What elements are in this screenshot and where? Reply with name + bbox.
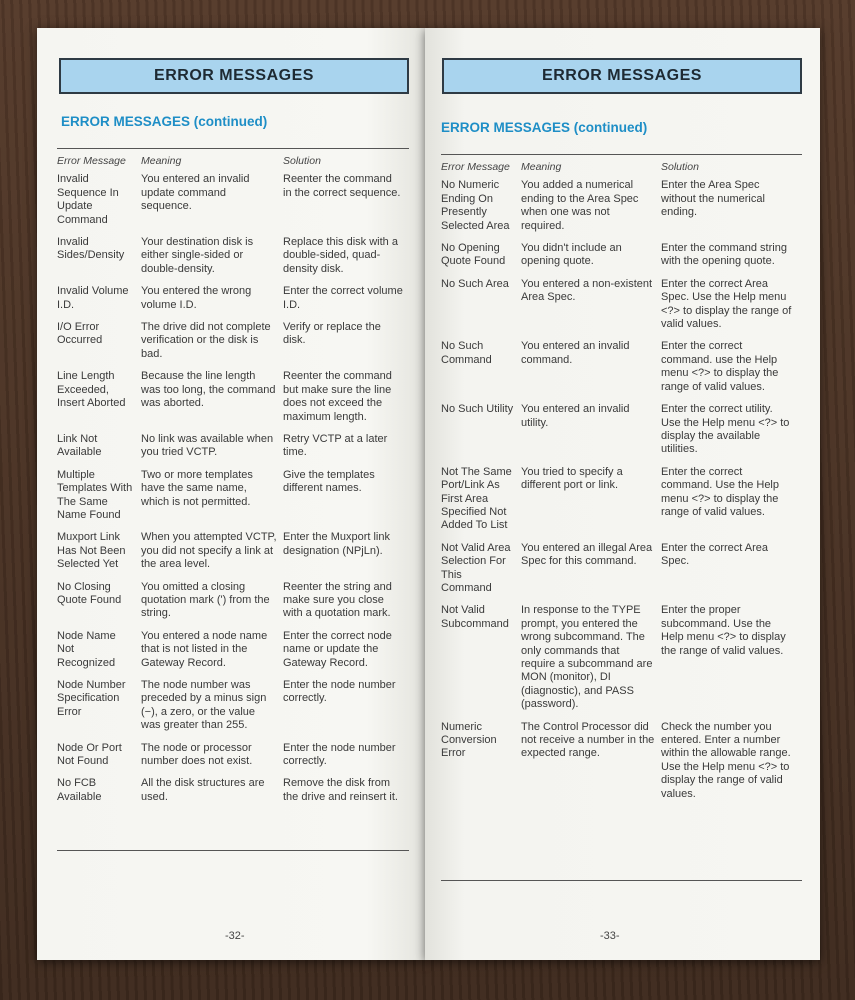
solution-cell: Check the number you entered. Enter a number within the allowable range. Use the Help menu <?> to display the range of valid values. bbox=[661, 720, 791, 800]
table-row bbox=[441, 340, 801, 403]
error-message-cell: Invalid Sides/Density bbox=[57, 236, 125, 262]
error-message-cell: No Such Command bbox=[441, 340, 492, 366]
error-message-cell: Numeric Conversion Error bbox=[441, 720, 497, 760]
error-message-cell: Link Not Available bbox=[57, 432, 102, 459]
table-body bbox=[441, 179, 801, 810]
solution-cell: Enter the proper subcommand. Use the Help menu <?> to display the range of valid values. bbox=[661, 604, 786, 657]
table-row bbox=[57, 370, 409, 433]
error-message-cell: Not Valid Area Selection For This Command bbox=[441, 541, 511, 594]
table-row bbox=[441, 721, 801, 810]
column-header-meaning: Meaning bbox=[141, 155, 182, 167]
error-message-cell: Node Number Specification Error bbox=[57, 679, 126, 718]
table-row bbox=[441, 278, 801, 341]
table-row bbox=[57, 433, 409, 469]
column-header-message: Error Message bbox=[57, 155, 126, 167]
solution-cell: Enter the correct command. use the Help menu <?> to display the range of valid values. bbox=[661, 340, 779, 393]
solution-cell: Enter the correct command. Use the Help menu <?> to display the range of valid values. bbox=[661, 465, 779, 518]
table-row bbox=[57, 469, 409, 532]
meaning-cell: You tried to specify a different port or link. bbox=[521, 465, 623, 492]
solution-cell: Give the templates different names. bbox=[283, 468, 375, 495]
meaning-cell: Because the line length was too long, the command was aborted. bbox=[141, 370, 276, 410]
meaning-cell: You entered the wrong volume I.D. bbox=[141, 285, 252, 311]
page-number: -32- bbox=[225, 930, 245, 942]
column-header-meaning: Meaning bbox=[521, 161, 562, 173]
table-header-row bbox=[57, 155, 409, 173]
page-number: -33- bbox=[600, 930, 620, 942]
table-row bbox=[441, 179, 801, 242]
solution-cell: Reenter the string and make sure you close with a quotation mark. bbox=[283, 580, 392, 620]
table-row bbox=[441, 542, 801, 605]
error-table bbox=[57, 155, 409, 813]
page-banner: ERROR MESSAGES bbox=[59, 58, 409, 94]
error-message-cell: Muxport Link Has Not Been Selected Yet bbox=[57, 531, 126, 571]
table-row bbox=[57, 285, 409, 321]
meaning-cell: Two or more templates have the same name, which is not permitted. bbox=[141, 468, 253, 508]
solution-cell: Enter the node number correctly. bbox=[283, 679, 396, 705]
footer-rule bbox=[57, 850, 409, 851]
right-page bbox=[425, 28, 820, 960]
solution-cell: Enter the correct node name or update the Gateway Record. bbox=[283, 629, 392, 669]
meaning-cell: The node or processor number does not exist. bbox=[141, 741, 253, 768]
error-message-cell: Not The Same Port/Link As First Area Specified Not Added To List bbox=[441, 465, 512, 532]
table-row bbox=[57, 630, 409, 679]
column-header-solution: Solution bbox=[283, 155, 321, 167]
solution-cell: Enter the command string with the opening quote. bbox=[661, 242, 787, 268]
error-message-cell: Invalid Sequence In Update Command bbox=[57, 173, 119, 226]
meaning-cell: In response to the TYPE prompt, you entered the wrong subcommand. The only commands that require a subcommand are MON (monitor), DI (diagnostic), and PASS (password). bbox=[521, 604, 653, 711]
meaning-cell: No link was available when you tried VCTP. bbox=[141, 432, 274, 459]
meaning-cell: The Control Processor did not receive a number in the expected range. bbox=[521, 720, 655, 760]
table-row bbox=[441, 242, 801, 278]
table-row bbox=[57, 777, 409, 813]
table-row bbox=[57, 173, 409, 236]
error-message-cell: No Opening Quote Found bbox=[441, 242, 506, 268]
footer-rule bbox=[441, 880, 802, 881]
error-message-cell: No Such Area bbox=[441, 277, 509, 290]
solution-cell: Reenter the command in the correct sequence. bbox=[283, 173, 401, 199]
page-banner: ERROR MESSAGES bbox=[442, 58, 802, 94]
table-row bbox=[441, 403, 801, 466]
meaning-cell: Your destination disk is either single-sided or double-density. bbox=[141, 236, 254, 275]
error-message-cell: I/O Error Occurred bbox=[57, 321, 103, 347]
table-row bbox=[441, 604, 801, 720]
header-rule bbox=[57, 148, 409, 149]
section-subtitle: ERROR MESSAGES (continued) bbox=[61, 114, 268, 129]
meaning-cell: All the disk structures are used. bbox=[141, 777, 265, 803]
error-message-cell: Node Name Not Recognized bbox=[57, 629, 116, 669]
solution-cell: Enter the node number correctly. bbox=[283, 741, 396, 768]
error-message-cell: Node Or Port Not Found bbox=[57, 741, 122, 768]
meaning-cell: You omitted a closing quotation mark (') from the string. bbox=[141, 580, 270, 620]
table-row bbox=[57, 581, 409, 630]
column-header-message: Error Message bbox=[441, 161, 510, 173]
error-message-cell: No Closing Quote Found bbox=[57, 580, 122, 606]
left-page bbox=[37, 28, 425, 960]
meaning-cell: You added a numerical ending to the Area Spec when one was not required. bbox=[521, 179, 639, 232]
column-header-solution: Solution bbox=[661, 161, 699, 173]
solution-cell: Enter the correct utility. Use the Help menu <?> to display the available utilities. bbox=[661, 403, 790, 456]
table-row bbox=[57, 679, 409, 742]
error-message-cell: Invalid Volume I.D. bbox=[57, 285, 129, 311]
solution-cell: Verify or replace the disk. bbox=[283, 321, 381, 347]
solution-cell: Enter the Muxport link designation (NPjLn). bbox=[283, 531, 390, 557]
solution-cell: Enter the correct Area Spec. Use the Help menu <?> to display the range of valid values. bbox=[661, 277, 792, 331]
solution-cell: Enter the correct volume I.D. bbox=[283, 285, 403, 311]
solution-cell: Remove the disk from the drive and reinsert it. bbox=[283, 777, 398, 803]
meaning-cell: The node number was preceded by a minus sign (−), a zero, or the value was greater than 255. bbox=[141, 679, 267, 732]
meaning-cell: You entered an illegal Area Spec for this command. bbox=[521, 541, 653, 568]
meaning-cell: You entered a non-existent Area Spec. bbox=[521, 277, 653, 304]
solution-cell: Reenter the command but make sure the line does not exceed the maximum length. bbox=[283, 370, 392, 423]
table-row bbox=[441, 466, 801, 542]
section-subtitle: ERROR MESSAGES (continued) bbox=[441, 120, 648, 135]
solution-cell: Enter the Area Spec without the numerical ending. bbox=[661, 179, 765, 219]
table-row bbox=[57, 531, 409, 580]
meaning-cell: You entered an invalid utility. bbox=[521, 403, 630, 429]
meaning-cell: You entered a node name that is not listed in the Gateway Record. bbox=[141, 629, 268, 669]
solution-cell: Retry VCTP at a later time. bbox=[283, 432, 388, 459]
error-message-cell: Not Valid Subcommand bbox=[441, 604, 509, 630]
solution-cell: Enter the correct Area Spec. bbox=[661, 541, 768, 568]
solution-cell: Replace this disk with a double-sided, quad-density disk. bbox=[283, 236, 398, 275]
header-rule bbox=[441, 154, 802, 155]
table-row bbox=[57, 742, 409, 778]
table-row bbox=[57, 236, 409, 285]
error-message-cell: Line Length Exceeded, Insert Aborted bbox=[57, 370, 126, 410]
error-message-cell: No FCB Available bbox=[57, 777, 102, 803]
error-message-cell: Multiple Templates With The Same Name Found bbox=[57, 468, 133, 521]
meaning-cell: You entered an invalid update command sequence. bbox=[141, 173, 250, 213]
error-message-cell: No Such Utility bbox=[441, 403, 514, 416]
meaning-cell: The drive did not complete verification or the disk is bad. bbox=[141, 321, 271, 360]
meaning-cell: You didn't include an opening quote. bbox=[521, 242, 622, 268]
table-body bbox=[57, 173, 409, 813]
table-header-row bbox=[441, 161, 801, 179]
table-row bbox=[57, 321, 409, 370]
error-table bbox=[441, 161, 801, 810]
meaning-cell: When you attempted VCTP, you did not specify a link at the area level. bbox=[141, 531, 277, 571]
error-message-cell: No Numeric Ending On Presently Selected Area bbox=[441, 179, 510, 232]
meaning-cell: You entered an invalid command. bbox=[521, 340, 630, 366]
